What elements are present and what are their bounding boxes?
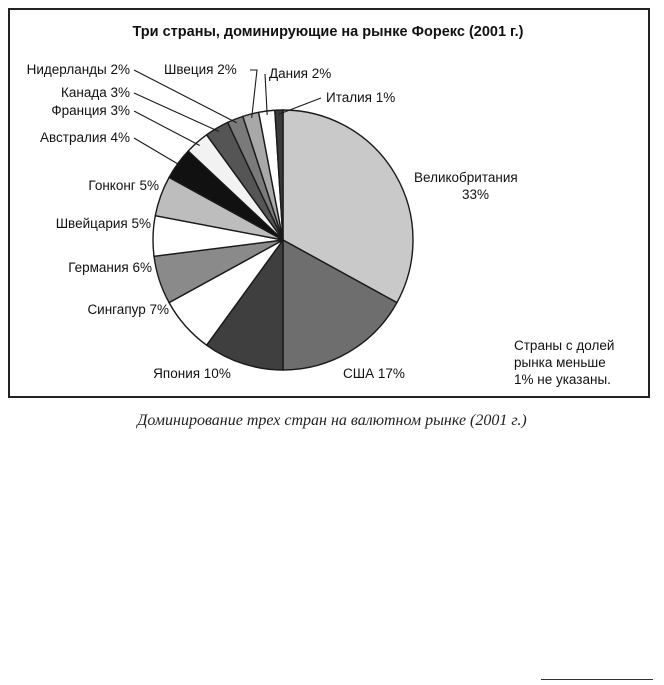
chart-frame bbox=[8, 8, 650, 398]
slice-label-14: Италия 1% bbox=[326, 90, 396, 105]
slice-label-11: Нидерланды 2% bbox=[26, 62, 130, 77]
slice-label-3: Япония 10% bbox=[153, 366, 231, 381]
bottom-divider bbox=[541, 679, 653, 680]
chart-title: Три страны, доминирующие на рынке Форекс (2001 г.) bbox=[132, 24, 524, 40]
slice-label-12: Швеция 2% bbox=[164, 62, 237, 77]
slice-label-13: Дания 2% bbox=[269, 66, 332, 81]
leader-line-9 bbox=[134, 111, 200, 146]
figure-caption: Доминирование трех стран на валютном рынке (2001 г.) bbox=[137, 412, 527, 429]
slice-label-9: Франция 3% bbox=[51, 103, 130, 118]
slice-label-4: Сингапур 7% bbox=[87, 302, 169, 317]
slice-label-5: Германия 6% bbox=[68, 260, 152, 275]
slice-label-10: Канада 3% bbox=[61, 85, 130, 100]
slice-label-6: Швейцария 5% bbox=[55, 216, 151, 231]
pie-chart bbox=[10, 10, 650, 398]
leader-line-13 bbox=[265, 74, 267, 115]
leader-line-11 bbox=[134, 70, 237, 123]
note-line-3: 1% не указаны. bbox=[514, 372, 611, 387]
slice-label-2: США 17% bbox=[343, 366, 405, 381]
slice-label-1: Великобритания bbox=[414, 170, 518, 185]
note-line-2: рынка меньше bbox=[514, 355, 606, 370]
leader-line-12 bbox=[250, 70, 257, 118]
pie-slices bbox=[153, 110, 413, 370]
leader-line-8 bbox=[134, 138, 181, 166]
note-line-1: Страны с долей bbox=[514, 338, 615, 353]
slice-value-label-1: 33% bbox=[462, 187, 490, 202]
leader-line-10 bbox=[134, 93, 219, 132]
slice-label-7: Гонконг 5% bbox=[88, 178, 159, 193]
slice-label-8: Австралия 4% bbox=[40, 130, 130, 145]
